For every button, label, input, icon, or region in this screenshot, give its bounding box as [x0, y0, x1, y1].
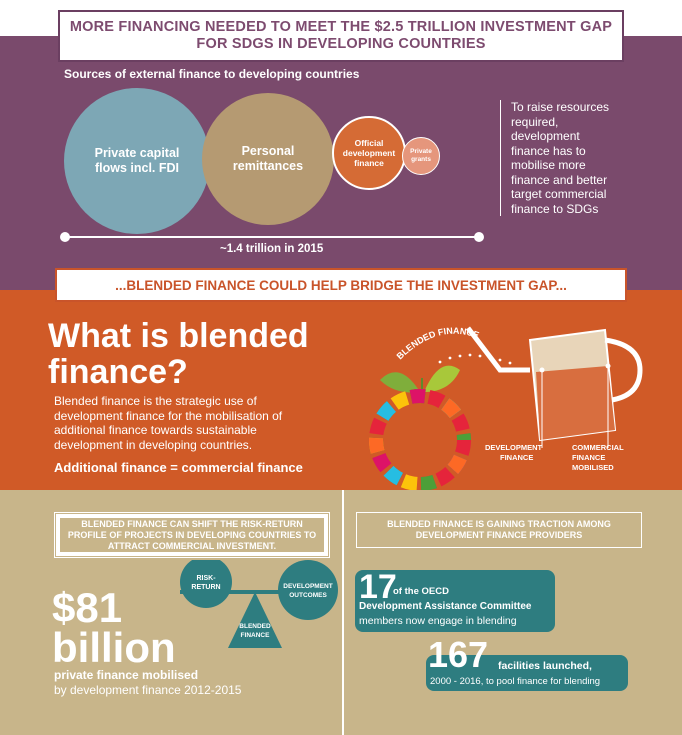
oda-label: Official development finance: [342, 138, 396, 168]
dac-stat-line1: of the OECD: [393, 586, 449, 597]
facilities-stat-card: [426, 634, 628, 691]
timeline-start-dot: [60, 232, 70, 242]
sources-label: Sources of external finance to developing countries: [64, 67, 360, 81]
private-grants-circle: [402, 137, 440, 175]
dac-stat-card: [355, 570, 555, 632]
dev-finance-label-2: FINANCE: [500, 453, 534, 462]
oda-circle: [332, 116, 406, 190]
facilities-stat-line1: facilities launched,: [498, 660, 592, 672]
com-finance-label-1: COMMERCIAL: [572, 443, 624, 452]
dac-stat-line3: members now engage in blending: [359, 615, 517, 627]
amount-caption-1: private finance mobilised: [54, 668, 199, 682]
what-description: Blended finance is the strategic use of development finance for the mobilisation of additional finance towards sustainable development in developing countries.: [54, 394, 283, 452]
private-capital-label: Private capital flows incl. FDI: [94, 146, 180, 175]
scale-left-2: RETURN: [191, 584, 221, 591]
dac-stat-line2: Development Assistance Committee: [359, 601, 532, 612]
facilities-stat-number: 167: [428, 634, 489, 675]
blended-banner: ...BLENDED FINANCE COULD HELP BRIDGE THE INVESTMENT GAP...: [55, 268, 627, 302]
header-title: [60, 19, 622, 53]
dev-finance-label-1: DEVELOPMENT: [485, 443, 543, 452]
watering-can-icon: [468, 328, 640, 448]
watering-can-graphic: [340, 300, 670, 490]
section-divider: [342, 490, 344, 735]
com-finance-label-3: MOBILISED: [572, 463, 614, 472]
private-capital-circle: [64, 88, 210, 234]
total-timeline: [64, 236, 480, 238]
facilities-stat-line2: 2000 - 2016, to pool finance for blending: [430, 676, 601, 687]
what-title-line2: finance?: [48, 353, 188, 391]
scale-center-2: FINANCE: [240, 632, 270, 639]
amount-line1: $81: [52, 584, 123, 631]
com-finance-label-2: FINANCE: [572, 453, 606, 462]
header-title-line1: MORE FINANCING NEEDED TO MEET THE $2.5 TRILLION INVESTMENT GAP: [69, 19, 613, 35]
header-banner: [58, 10, 624, 62]
timeline-end-dot: [474, 232, 484, 242]
balance-scale-icon: [170, 560, 340, 650]
remittances-circle: [202, 93, 334, 225]
risk-return-box: BLENDED FINANCE CAN SHIFT THE RISK-RETURN PROFILE OF PROJECTS IN DEVELOPING COUNTRIES TO ATTRACT COMMERCIAL INVESTMENT.: [54, 512, 330, 558]
side-note: To raise resources required, development finance has to mobilise more finance and better target commercial finance to SDGs: [500, 100, 620, 216]
what-title: [48, 318, 309, 390]
dev-outcomes-bubble: [278, 560, 338, 620]
sdg-wheel-icon: [376, 396, 464, 484]
amount-line2: billion: [52, 624, 176, 671]
scale-right-1: DEVELOPMENT: [283, 583, 333, 590]
header-title-line2: FOR SDGS IN DEVELOPING COUNTRIES: [196, 36, 486, 52]
what-title-line1: What is blended: [48, 317, 309, 355]
total-label: ~1.4 trillion in 2015: [220, 243, 324, 255]
private-grants-label: Private grants: [410, 148, 432, 163]
amount-caption-2: by development finance 2012-2015: [54, 683, 242, 697]
scale-right-2: OUTCOMES: [289, 592, 327, 599]
blended-finance-fulcrum: [228, 592, 282, 648]
dac-stat-number: 17: [359, 568, 397, 606]
water-drops: [439, 354, 512, 365]
scale-left-1: RISK-: [196, 575, 216, 582]
traction-box: BLENDED FINANCE IS GAINING TRACTION AMONG DEVELOPMENT FINANCE PROVIDERS: [356, 512, 642, 548]
amount-mobilised: [52, 584, 176, 671]
additional-finance-equation: Additional finance = commercial finance: [54, 460, 303, 475]
arc-label-path: BLENDED FINANCE: [394, 325, 481, 362]
scale-center-1: BLENDED: [239, 623, 271, 630]
remittances-label: Personal remittances: [232, 144, 304, 173]
